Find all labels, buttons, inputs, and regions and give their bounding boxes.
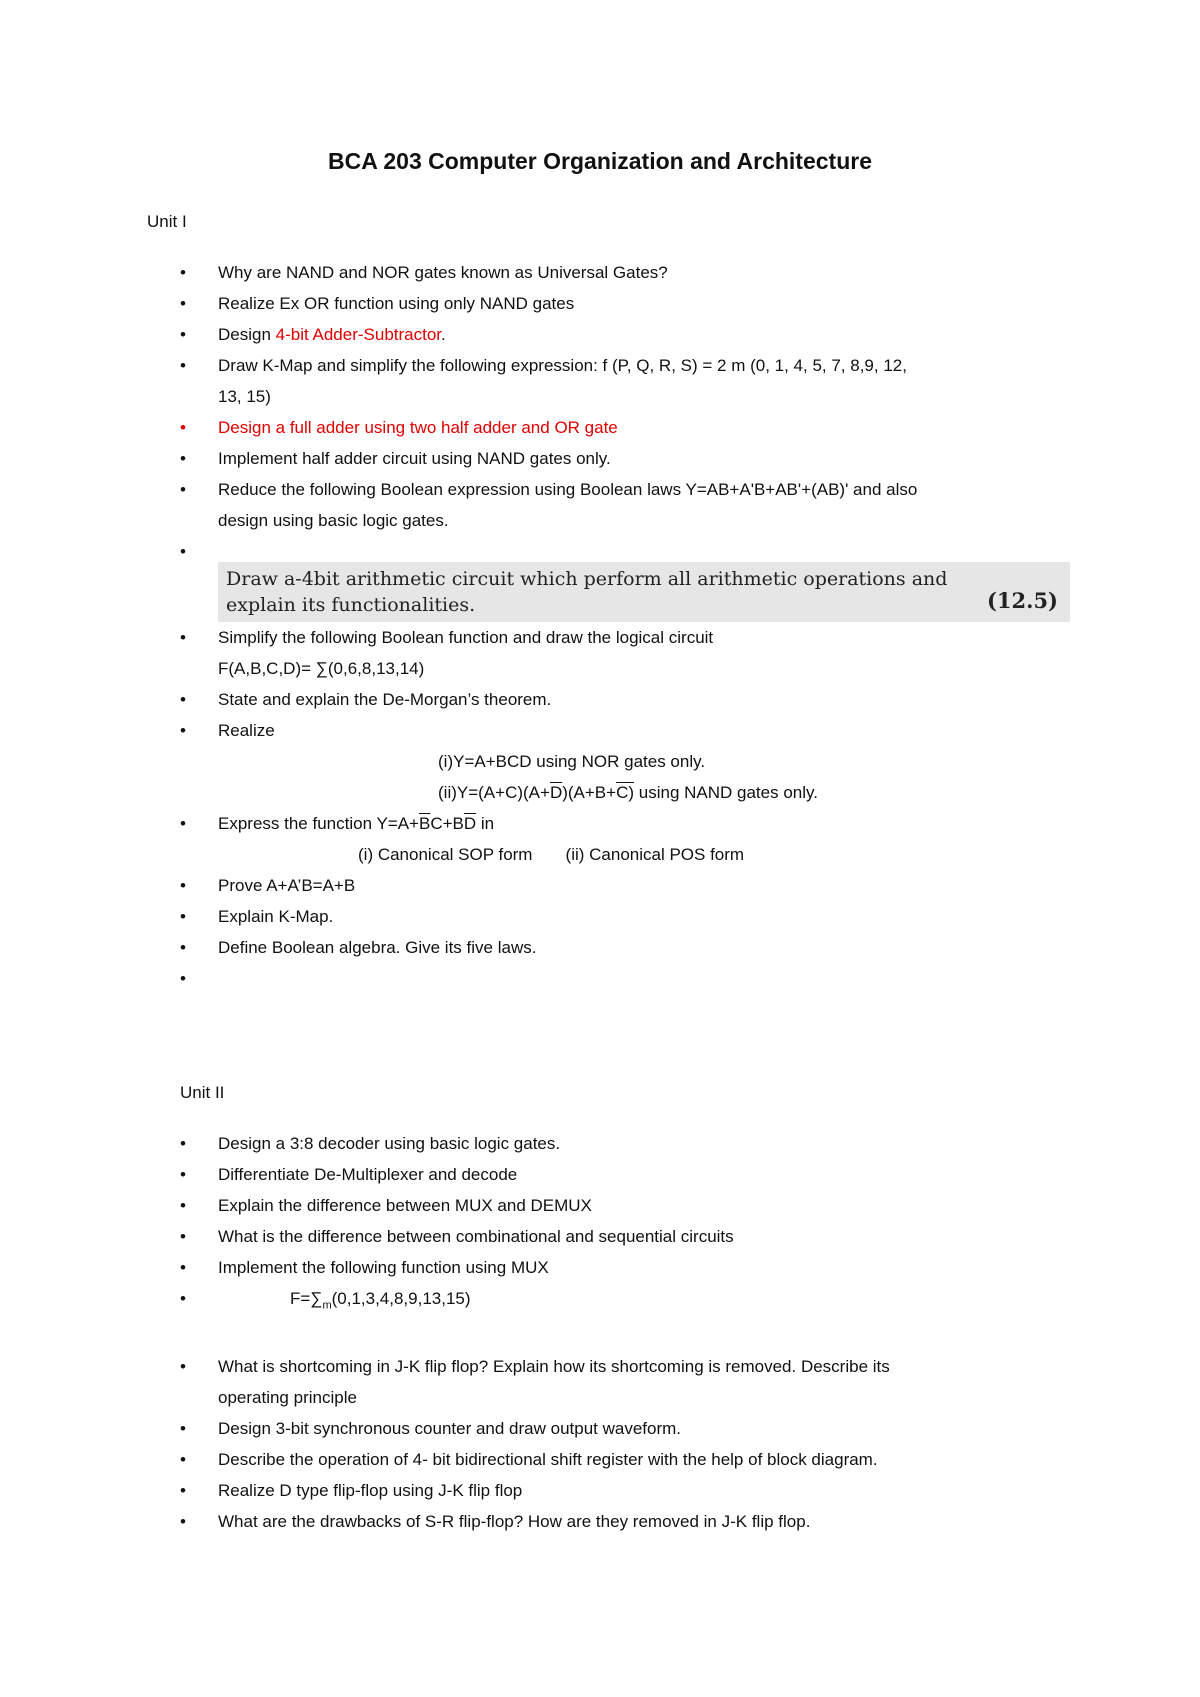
list-item: • Realize D type flip-flop using J-K flip flop: [180, 1475, 1060, 1506]
list-item: • Design a 3:8 decoder using basic logic gates.: [180, 1128, 1060, 1159]
document-title: BCA 203 Computer Organization and Architecture: [328, 148, 872, 174]
list-item: • Differentiate De-Multiplexer and decode: [180, 1159, 1060, 1190]
list-item: • What is shortcoming in J-K flip flop? Explain how its shortcoming is removed. Describe its operating principle: [180, 1351, 1060, 1413]
list-item: • Design 3-bit synchronous counter and draw output waveform.: [180, 1413, 1060, 1444]
list-item: • Why are NAND and NOR gates known as Universal Gates?: [180, 257, 1060, 288]
unit-1-question-list: [180, 257, 1060, 994]
list-item: • Realize (i)Y=A+BCD using NOR gates only. $(ii)Y=(A+C)(A+\overline{D})(A+B+C)$ using NAND gates only.: [180, 715, 1060, 808]
list-item-empty: [180, 963, 1060, 994]
unit-2-heading: Unit II: [180, 1083, 225, 1102]
list-item: • Explain the difference between MUX and DEMUX: [180, 1190, 1060, 1221]
list-item: • Prove A+A’B=A+B: [180, 870, 1060, 901]
list-item: • Describe the operation of 4- bit bidirectional shift register with the help of block diagram.: [180, 1444, 1060, 1475]
list-item: • Design a full adder using two half adder and OR gate: [180, 412, 1060, 443]
list-item: • State and explain the De-Morgan’s theorem.: [180, 684, 1060, 715]
list-item: • Draw K-Map and simplify the following expression: f (P, Q, R, S) = 2 m (0, 1, 4, 5, 7, 8,9, 12, 13, 15): [180, 350, 1060, 412]
list-item: • What is the difference between combinational and sequential circuits: [180, 1221, 1060, 1252]
list-item: • Reduce the following Boolean expression using Boolean laws Y=AB+A'B+AB'+(AB)' and also design using basic logic gates.: [180, 474, 1060, 536]
list-item: • What are the drawbacks of S-R flip-flop? How are they removed in J-K flip flop.: [180, 1506, 1060, 1537]
list-item: • Design 4-bit Adder-Subtractor.: [180, 319, 1060, 350]
unit-2-question-list: [180, 1128, 1060, 1537]
list-item: • Implement the following function using MUX: [180, 1252, 1060, 1283]
list-item: • Simplify the following Boolean function and draw the logical circuit F(A,B,C,D)= ∑(0,6,8,13,14): [180, 622, 1060, 684]
list-item: • $F=\sum_m(0,1,3,4,8,9,13,15)$: [180, 1283, 1060, 1321]
list-item: • Realize Ex OR function using only NAND gates: [180, 288, 1060, 319]
list-item: • Explain K-Map.: [180, 901, 1060, 932]
list-item: • Express the function $Y=A+\overline{B}C+B\overline{D}$ in (i) Canonical SOP form (ii) Canonical POS form: [180, 808, 1060, 870]
scanned-question-image: Draw a-4bit arithmetic circuit which perform all arithmetic operations and explain its functionalities. (12.5): [218, 562, 1070, 622]
list-item: • Implement half adder circuit using NAND gates only.: [180, 443, 1060, 474]
list-item: • Define Boolean algebra. Give its five laws.: [180, 932, 1060, 963]
unit-1-heading: Unit I: [147, 212, 187, 231]
